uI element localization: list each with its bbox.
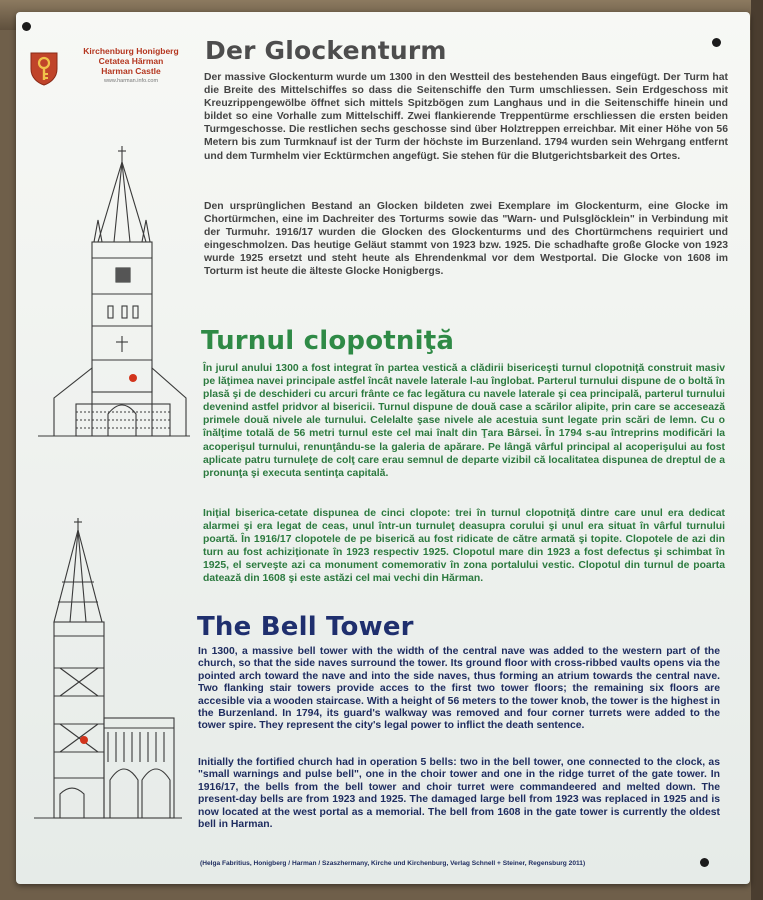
source-citation: (Helga Fabritius, Honigberg / Harman / Szaszhermany, Kirche und Kirchenburg, Verlag Schnell + Steiner, Regensburg 2011) (200, 860, 586, 867)
logo-line-3: Harman Castle (101, 66, 161, 76)
english-title: The Bell Tower (197, 612, 414, 642)
bell-tower-section-drawing (34, 518, 182, 826)
german-paragraph-1: Der massive Glockenturm wurde um 1300 in den Westteil des bestehenden Baus eingefügt. Der Turm hat die Breite des Mittelschiffes so dass die Seitenschiffe den Turm umschliessen. Sein Erdgeschoss mit Kreuzrippengewölbe öffnet sich mittels Spitzbögen zum Langhaus und in die Seitenschiffe hinein und bildet so eine Vorhalle zum Mittelschiff. Zwei flankierende Treppentürme erschliessen die ersten beiden Turmgeschosse. Die restlichen sechs geschosse sind über Holztreppen erreichbar. Mit einer Höhe von 56 Metern bis zum Turmknauf ist der Turm der höchste im Burzenland. 1794 wurden sein Wehrgang entfernt und dem Turmhelm vier Ecktürmchen angefügt. Sie stehen für die Blutgerichtsbarkeit des Ortes. (204, 72, 728, 162)
german-paragraph-2: Den ursprünglichen Bestand an Glocken bildeten zwei Exemplare im Glockenturm, eine Glocke im Chortürmchen, eine im Dachreiter des Torturms sowie das "Warn- und Pulsglöcklein" in Verbindung mit der Turmuhr. 1916/17 wurden die Glocken des Glockenturms und des Chortürmchens requiriert und eingeschmolzen. Das heutige Geläut stammt von 1923 bzw. 1925. Die schadhafte große Glocke von 1923 wurde 1925 ersetzt und steht heute als Ehrendenkmal vor dem Westportal. Die Glocke von 1608 im Torturm ist heute die älteste Glocke Honigbergs. (204, 201, 728, 278)
bell-tower-elevation-drawing (36, 146, 192, 466)
key-shield-icon (30, 52, 58, 86)
logo-line-2: Cetatea Hărman (98, 56, 164, 66)
english-paragraph-2: Initially the fortified church had in operation 5 bells: two in the bell tower, one connected to the clock, as "small warnings and pulse bell", one in the choir tower and one in the ridge turret of the gate tower. In 1916/17, the bells from the bell tower and choir turret were commandeered and melted down. The present-day bells are from 1923 and 1925. The damaged large bell from 1923 was replaced in 1925 and is now located at the west portal as a memorial. The bell from 1608 in the gate tower is currently the oldest bell in Harman. (198, 757, 720, 831)
screw-top-right (712, 38, 721, 47)
romanian-paragraph-1: În jurul anului 1300 a fost integrat în partea vestică a clădirii bisericeşti turnul clopotniţă construit masiv pe lăţimea navei principale astfel încât navele laterale l-au înglobat. Parterul turnului dispune de o boltă în plasă şi de deschideri cu arcuri frânte ce fac legătura cu navele laterale şi cea principală, parterul turnului devenind astfel pridvor al bisericii. Turnul dispune de două case a scărilor alipite, prin care se accesează primele două nivele ale turnului. Celelalte şase nivele ale acestuia sunt legate prin scări de lemn. Cu o înălţime totală de 56 metri turnul este cel mai înalt din Ţara Bârsei. În 1794 s-au întreprins modificări la acoperişul turnului, renunţându-se la galeria de apărare. Pe lângă vârful principal al acoperişului au fost aplicate patru turnuleţe de colţ care erau semnul de departe vizibil că localitatea dispunea de dreptul de a pronunţa şi executa sentinţa capitală. (203, 363, 725, 479)
german-title: Der Glockenturm (205, 36, 447, 65)
wall-background-right (751, 0, 763, 900)
logo-url: www.harman.info.com (103, 78, 159, 84)
logo-line-1: Kirchenburg Honigberg (83, 46, 179, 56)
logo-text (66, 46, 196, 86)
romanian-title: Turnul clopotniţă (201, 326, 455, 356)
english-paragraph-1: In 1300, a massive bell tower with the width of the central nave was added to the western part of the church, so that the side naves surround the tower. Its ground floor with cross-ribbed vaults opens via the pointed arch toward the nave and into the side naves, thus forming an atrium towards the central nave. Two flanking stair towers provide acces to the first two tower floors; the remaining six floors are accesible via a wooden staircase. With a height of 56 meters to the tower knob, the tower is the highest in the Burzenland. In 1794, its guard's walkway was removed and four corner turrets were added to the tower spire. They represent the city's legal power to inflict the death sentence. (198, 646, 720, 732)
screw-top-left (22, 22, 31, 31)
castle-logo (30, 44, 195, 104)
romanian-paragraph-2: Iniţial biserica-cetate dispunea de cinci clopote: trei în turnul clopotniţă dintre care unul era dedicat alarmei şi era legat de ceas, unul într-un turnuleţ deasupra corului şi unul era situat în vârful turnului poartă. În 1916/17 clopotele de pe biserică au fost ridicate de către armată şi topite. Clopotele de azi din turn au fost achiziţionate în 1923 respectiv 1925. Clopotul mare din 1923 a fost defectus şi schimbat în 1925, el serveşte azi ca monument comemorativ în zona portalului vestic. Clopotul din turnul de poarta datează din 1608 şi este astăzi cel mai vechi din Hărman. (203, 508, 725, 585)
